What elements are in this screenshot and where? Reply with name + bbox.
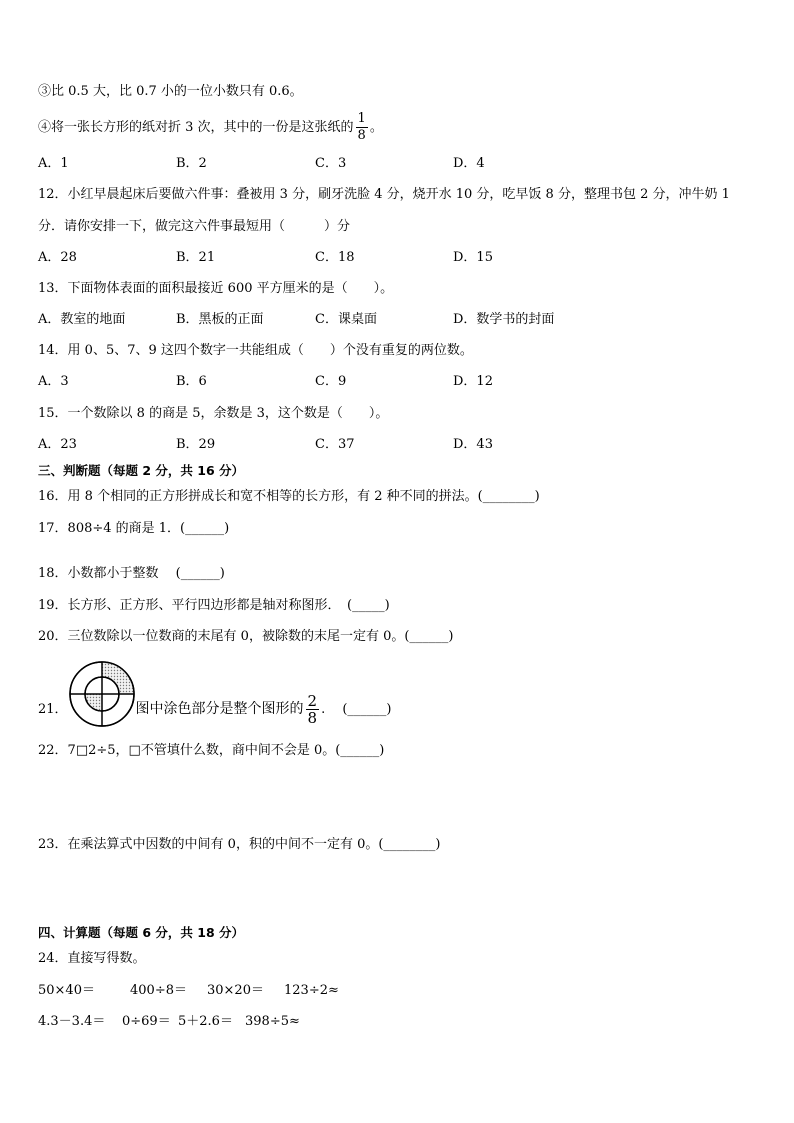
q21-answer-blank: . (______) [321,702,392,717]
calc-item: 50×40＝ [38,983,95,998]
option-a: A．28 [38,250,77,265]
option-d: D．数学书的封面 [453,312,555,327]
option-a: A．1 [38,156,69,171]
option-d: D．15 [453,250,493,265]
option-a: A．教室的地面 [38,312,126,327]
option-c: C．18 [315,250,355,265]
calc-item: 30×20＝ [207,983,264,998]
fraction-denominator: 8 [307,709,318,727]
fraction-denominator: 8 [357,128,366,143]
q16-text: 16．用 8 个相同的正方形拼成长和宽不相等的长方形，有 2 种不同的拼法。(________) [38,489,540,504]
option-b: B．6 [176,374,207,389]
section-heading-calculation: 四、计算题（每题 6 分，共 18 分） [38,925,245,940]
q17-text: 17．808÷4 的商是 1．(______) [38,521,230,536]
option-c: C．3 [315,156,347,171]
option-c: C．37 [315,437,355,452]
option-a: A．23 [38,437,77,452]
q14-text: 14．用 0、5、7、9 这四个数字一共能组成（ ）个没有重复的两位数。 [38,343,473,358]
q12-options [38,249,758,267]
calc-item: 4.3－3.4＝ [38,1014,106,1029]
q24-title: 24．直接写得数。 [38,951,146,966]
q24-row2 [38,1013,438,1031]
q21-number: 21． [38,702,68,717]
option-b: B．29 [176,437,216,452]
q11-item4-fraction [356,111,368,144]
q11-item4-text: ④将一张长方形的纸对折 3 次，其中的一份是这张纸的 [38,120,354,135]
q22-text: 22．7□2÷5，□不管填什么数，商中间不会是 0。(______) [38,743,385,758]
q11-item4 [38,108,383,148]
q14-options [38,373,758,391]
fraction-numerator: 2 [307,692,318,710]
q11-item3: ③比 0.5 大，比 0.7 小的一位小数只有 0.6。 [38,84,303,99]
option-d: D．43 [453,437,493,452]
q20-text: 20．三位数除以一位数商的末尾有 0，被除数的末尾一定有 0。(______) [38,629,454,644]
option-d: D．4 [453,156,485,171]
option-c: C．课桌面 [315,312,377,327]
q11-item4-end: 。 [369,120,383,135]
option-b: B．2 [176,156,207,171]
option-a: A．3 [38,374,69,389]
fraction-numerator: 1 [357,111,366,126]
q13-options [38,311,758,329]
option-c: C．9 [315,374,347,389]
q21-text: 图中涂色部分是整个图形的 [135,701,304,717]
q19-text: 19．长方形、正方形、平行四边形都是轴对称图形． (_____) [38,598,390,613]
option-b: B．黑板的正面 [176,312,264,327]
calc-item: 0÷69＝ [122,1014,171,1029]
section-heading-judgement: 三、判断题（每题 2 分，共 16 分） [38,463,245,478]
calc-item: 400÷8＝ [130,983,187,998]
q21 [38,660,392,728]
calc-item: 398÷5≈ [245,1014,300,1029]
option-d: D．12 [453,374,493,389]
q21-fraction [306,693,320,726]
q13-text: 13．下面物体表面的面积最接近 600 平方厘米的是（ ）。 [38,281,394,296]
calc-item: 123÷2≈ [284,983,339,998]
q12-line1: 12．小红早晨起床后要做六件事：叠被用 3 分，刷牙洗脸 4 分，烧开水 10 分，吃早饭 8 分，整理书包 2 分，冲牛奶 1 [38,187,730,202]
option-b: B．21 [176,250,216,265]
q23-text: 23．在乘法算式中因数的中间有 0，积的中间不一定有 0。(________) [38,837,441,852]
q12-line2: 分．请你安排一下，做完这六件事最短用（ ）分 [38,219,351,234]
calc-item: 5＋2.6＝ [178,1014,233,1029]
q15-options [38,436,758,454]
q15-text: 15．一个数除以 8 的商是 5，余数是 3，这个数是（ ）。 [38,406,389,421]
q11-options [38,155,758,173]
q24-row1 [38,982,438,1000]
q18-text: 18．小数都小于整数 (______) [38,566,225,581]
